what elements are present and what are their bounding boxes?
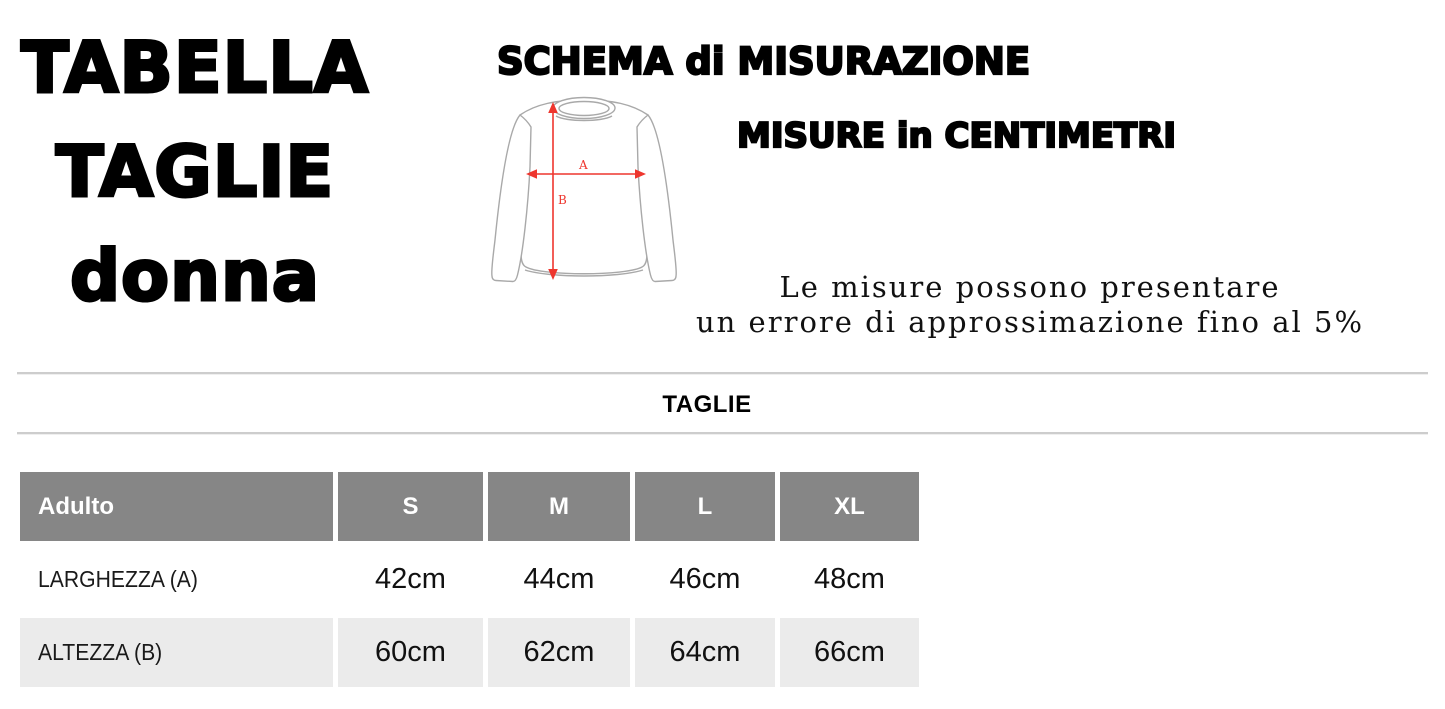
larghezza-value-xl: 48cm — [814, 563, 885, 595]
larghezza-label-text: LARGHEZZA (A) — [38, 566, 198, 592]
approximation-note — [640, 270, 1420, 340]
divider-line-top — [17, 372, 1428, 374]
table-header-s: S — [338, 472, 483, 541]
shirt-outline-icon — [492, 98, 677, 282]
approximation-note-line1: Le misure possono presentare — [779, 270, 1281, 304]
altezza-value-m: 62cm — [488, 618, 630, 687]
larghezza-value-m: 44cm — [523, 563, 595, 595]
altezza-value-l: 64cm — [635, 618, 775, 687]
width-label-a: A — [579, 158, 588, 172]
larghezza-value-l: 46cm — [669, 563, 741, 595]
altezza-value-s: 60cm — [338, 618, 483, 687]
height-label-b: B — [558, 193, 567, 207]
measurement-schema-heading: SCHEMA di MISURAZIONE — [497, 40, 1031, 83]
shirt-body — [520, 100, 648, 274]
table-header-adulto: Adulto — [20, 472, 333, 541]
approximation-note-line2: un errore di approssimazione fino al 5% — [695, 305, 1364, 339]
table-row-altezza-label — [20, 618, 333, 687]
shirt-measurement-diagram — [478, 95, 693, 290]
page-title-line2: TAGLIE — [55, 131, 335, 213]
larghezza-value-s: 42cm — [375, 563, 446, 595]
table-header-l: L — [635, 472, 775, 541]
altezza-value-xl: 66cm — [780, 618, 919, 687]
page-title-line3: donna — [69, 235, 321, 317]
table-row-larghezza-label — [20, 541, 333, 618]
page-title-line1: TABELLA — [20, 27, 370, 109]
altezza-label-text: ALTEZZA (B) — [38, 639, 163, 665]
divider-line-bottom — [17, 432, 1428, 434]
section-title-taglie: TAGLIE — [662, 391, 752, 418]
table-header-m: M — [488, 472, 630, 541]
page-title — [10, 16, 380, 328]
table-header-xl: XL — [780, 472, 919, 541]
size-table — [20, 472, 919, 687]
units-heading: MISURE in CENTIMETRI — [737, 116, 1177, 156]
